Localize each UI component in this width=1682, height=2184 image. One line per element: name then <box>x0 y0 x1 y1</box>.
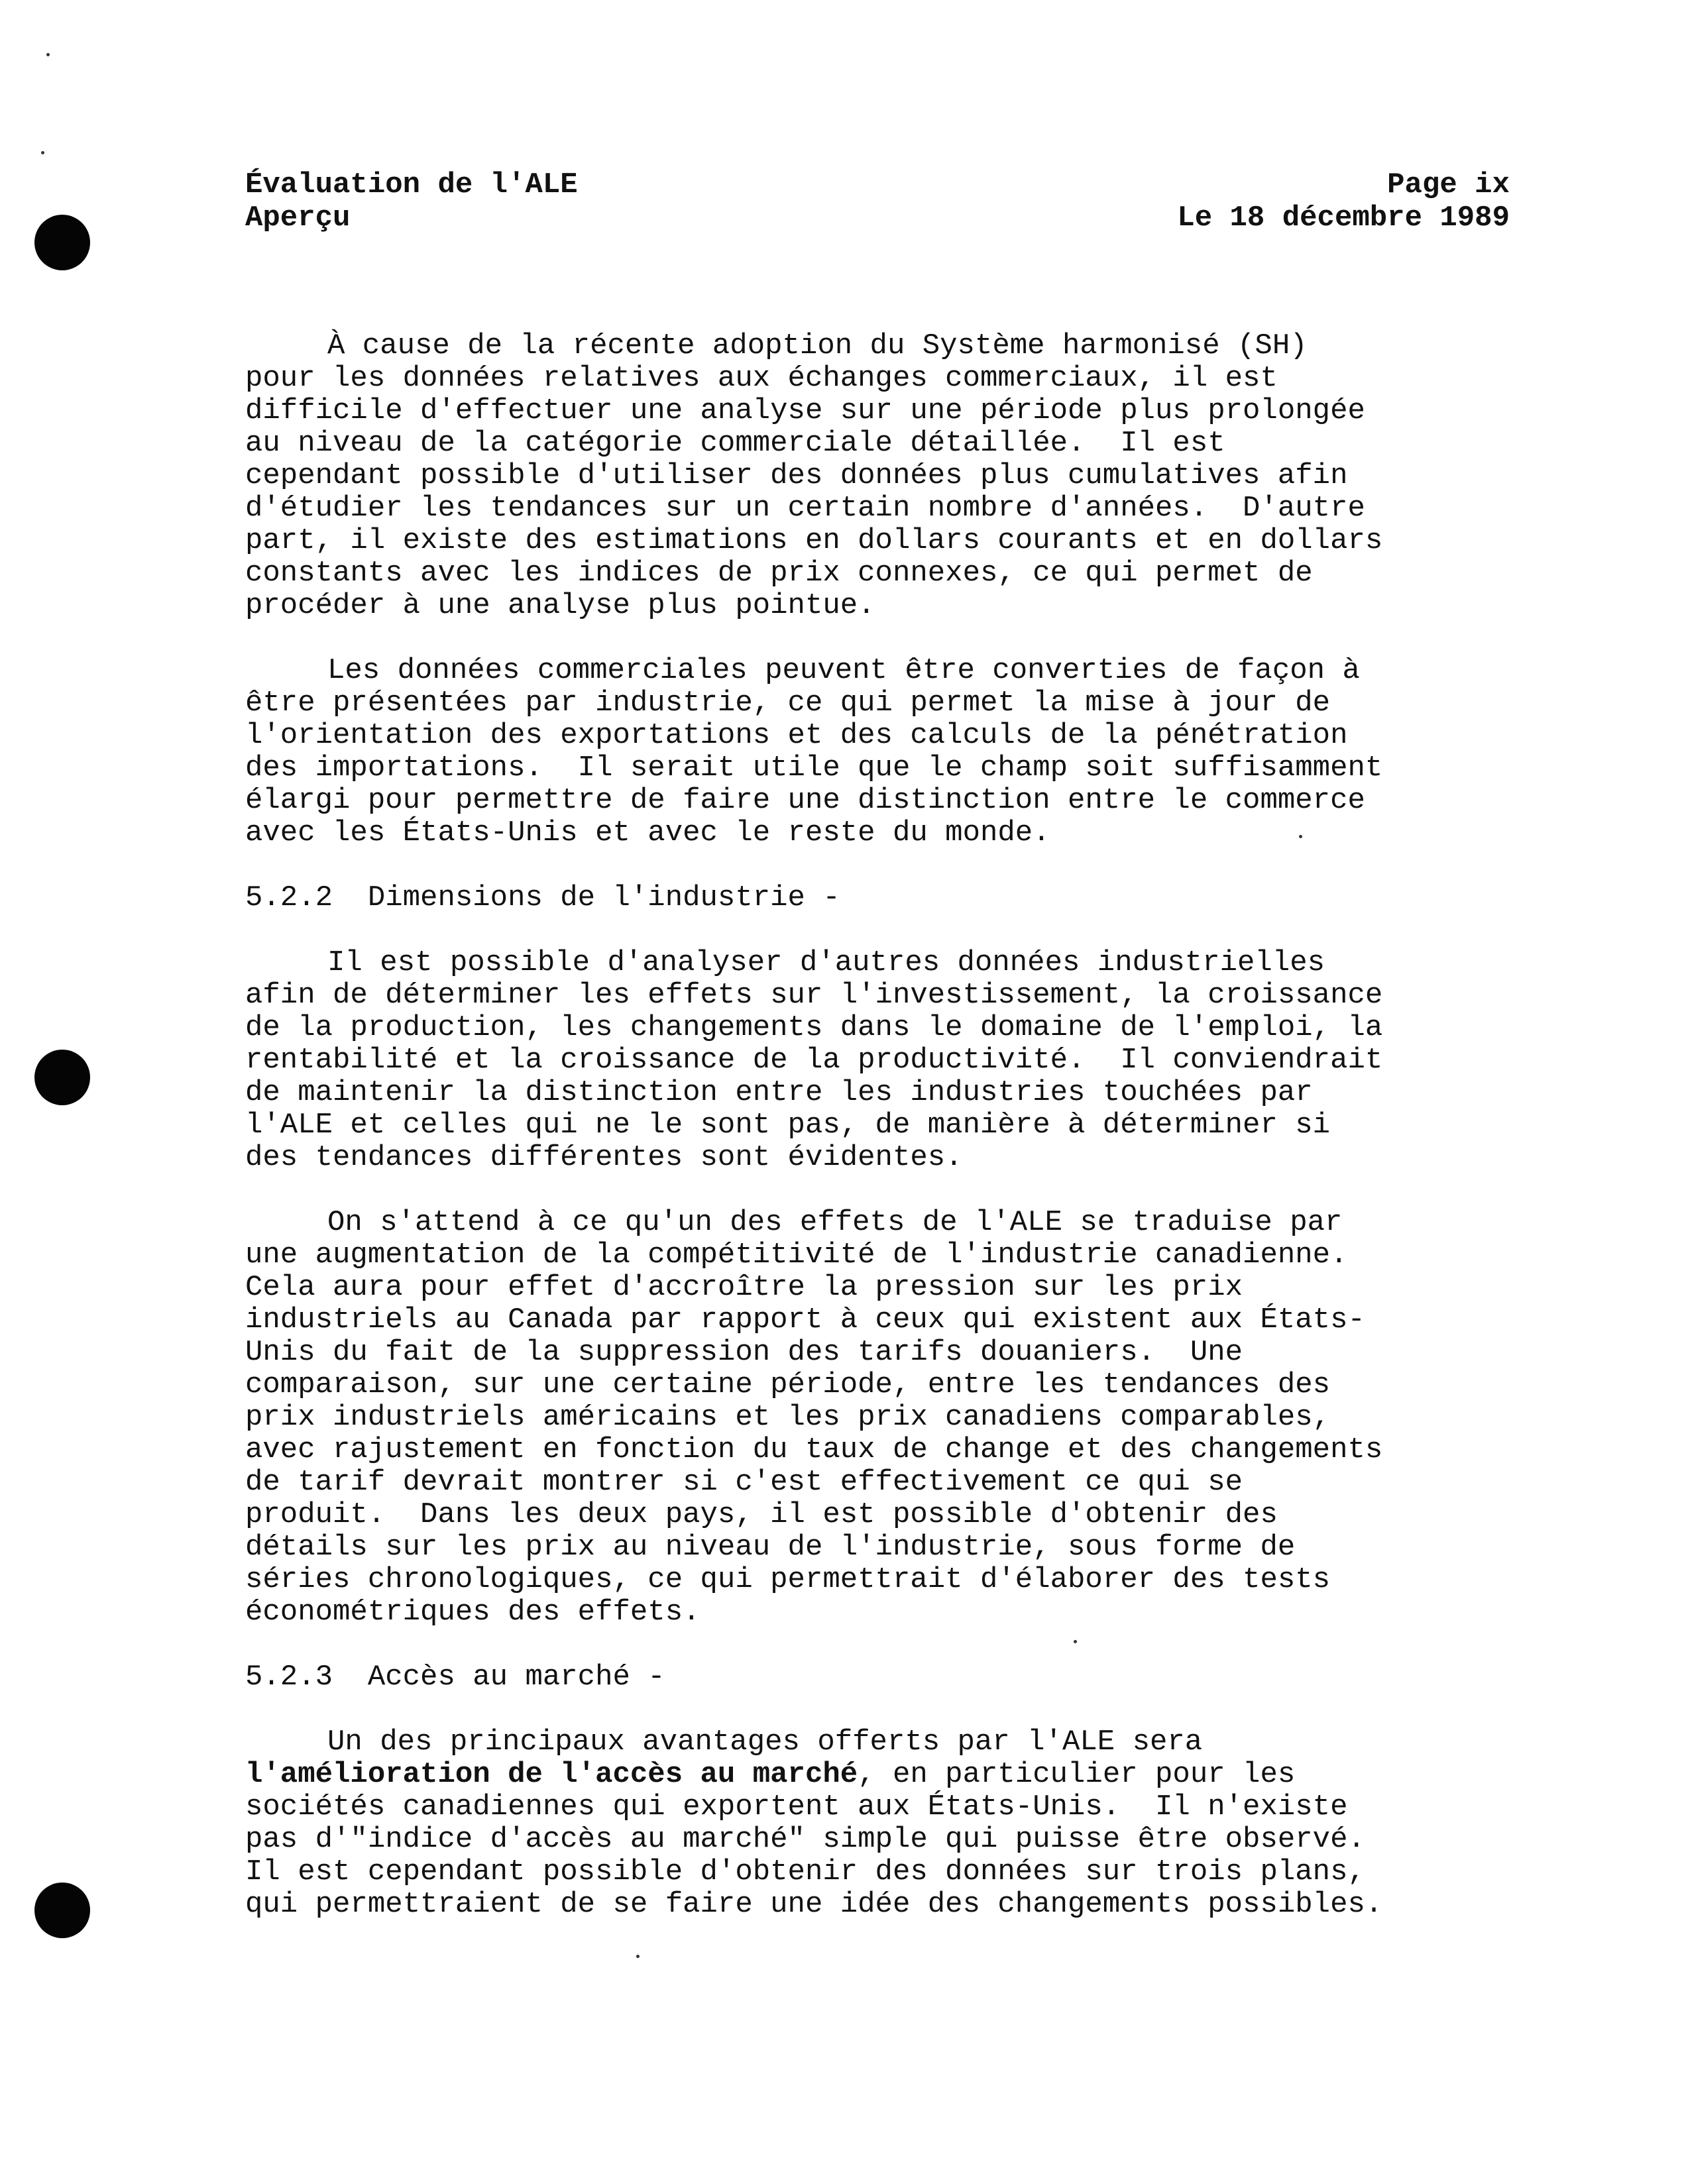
text-line: rentabilité et la croissance de la productivité. Il conviendrait <box>245 1044 1383 1077</box>
text-line: cependant possible d'utiliser des données plus cumulatives afin <box>245 459 1348 492</box>
document-title: Évaluation de l'ALE <box>245 168 578 201</box>
text-line: produit. Dans les deux pays, il est possible d'obtenir des <box>245 1498 1278 1531</box>
paragraph-2 <box>245 655 1518 849</box>
text-line: une augmentation de la compétitivité de l'industrie canadienne. <box>245 1238 1348 1272</box>
text-line: Un des principaux avantages offerts par l'ALE sera <box>327 1725 1203 1759</box>
text-line: sociétés canadiennes qui exportent aux États-Unis. Il n'existe <box>245 1790 1348 1824</box>
text-line: Il est possible d'analyser d'autres données industrielles <box>327 946 1325 979</box>
text-line: On s'attend à ce qu'un des effets de l'ALE se traduise par <box>327 1206 1343 1239</box>
section-heading-5-2-2: 5.2.2 Dimensions de l'industrie - <box>245 881 840 914</box>
scan-speck <box>41 151 44 154</box>
scan-speck <box>46 53 50 56</box>
text-line: part, il existe des estimations en dollars courants et en dollars <box>245 524 1383 557</box>
document-body <box>245 330 1518 1953</box>
text-line: procéder à une analyse plus pointue. <box>245 589 875 622</box>
punch-hole <box>34 1883 90 1938</box>
text-line: pas d'"indice d'accès au marché" simple qui puisse être observé. <box>245 1823 1365 1856</box>
text-line: d'étudier les tendances sur un certain nombre d'années. D'autre <box>245 492 1365 525</box>
text-line: qui permettraient de se faire une idée des changements possibles. <box>245 1888 1383 1921</box>
text-line: prix industriels américains et les prix canadiens comparables, <box>245 1401 1331 1434</box>
text-line: séries chronologiques, ce qui permettrait d'élaborer des tests <box>245 1563 1331 1596</box>
text-line: Il est cependant possible d'obtenir des données sur trois plans, <box>245 1855 1365 1888</box>
paragraph-5 <box>245 1726 1518 1921</box>
punch-hole <box>34 1050 90 1105</box>
section-heading-5-2-3: 5.2.3 Accès au marché - <box>245 1661 665 1694</box>
paragraph-4 <box>245 1207 1518 1629</box>
text-line: l'ALE et celles qui ne le sont pas, de manière à déterminer si <box>245 1109 1331 1142</box>
text-line: économétriques des effets. <box>245 1596 701 1629</box>
text-line: afin de déterminer les effets sur l'investissement, la croissance <box>245 979 1383 1012</box>
text-line: être présentées par industrie, ce qui permet la mise à jour de <box>245 686 1331 720</box>
text-line: industriels au Canada par rapport à ceux qui existent aux États- <box>245 1303 1365 1337</box>
text-line: Cela aura pour effet d'accroître la pression sur les prix <box>245 1271 1243 1304</box>
text-line: des importations. Il serait utile que le champ soit suffisamment <box>245 751 1383 785</box>
document-date: Le 18 décembre 1989 <box>1177 201 1510 235</box>
text-line: de maintenir la distinction entre les industries touchées par <box>245 1076 1313 1109</box>
paragraph-3 <box>245 947 1518 1174</box>
text-line: comparaison, sur une certaine période, entre les tendances des <box>245 1368 1331 1401</box>
text-line: avec rajustement en fonction du taux de change et des changements <box>245 1433 1383 1466</box>
text-line: Les données commerciales peuvent être converties de façon à <box>327 654 1360 687</box>
header-right <box>1177 168 1510 235</box>
header-left <box>245 168 578 235</box>
text-line: détails sur les prix au niveau de l'industrie, sous forme de <box>245 1531 1296 1564</box>
text-line: de tarif devrait montrer si c'est effectivement ce qui se <box>245 1466 1243 1499</box>
text-line: constants avec les indices de prix connexes, ce qui permet de <box>245 557 1313 590</box>
text-line: pour les données relatives aux échanges commerciaux, il est <box>245 362 1278 395</box>
section-title: Aperçu <box>245 201 351 235</box>
text-fragment: , en particulier pour les <box>858 1758 1296 1791</box>
scan-speck <box>636 1955 640 1958</box>
paragraph-1 <box>245 330 1518 622</box>
text-line-mixed <box>245 1759 1518 1791</box>
text-line: de la production, les changements dans le domaine de l'emploi, la <box>245 1011 1383 1044</box>
page-number: Page ix <box>1387 168 1510 201</box>
text-line: élargi pour permettre de faire une distinction entre le commerce <box>245 784 1365 817</box>
text-line: Unis du fait de la suppression des tarifs douaniers. Une <box>245 1336 1243 1369</box>
text-line: difficile d'effectuer une analyse sur une période plus prolongée <box>245 394 1365 427</box>
emphasis-text: l'amélioration de l'accès au marché <box>245 1758 858 1791</box>
text-line: au niveau de la catégorie commerciale détaillée. Il est <box>245 427 1225 460</box>
text-line: l'orientation des exportations et des calculs de la pénétration <box>245 719 1348 752</box>
text-line: avec les États-Unis et avec le reste du monde. <box>245 816 1050 849</box>
text-line: des tendances différentes sont évidentes. <box>245 1141 963 1174</box>
text-line: À cause de la récente adoption du Système harmonisé (SH) <box>327 329 1308 362</box>
punch-hole <box>34 215 90 270</box>
